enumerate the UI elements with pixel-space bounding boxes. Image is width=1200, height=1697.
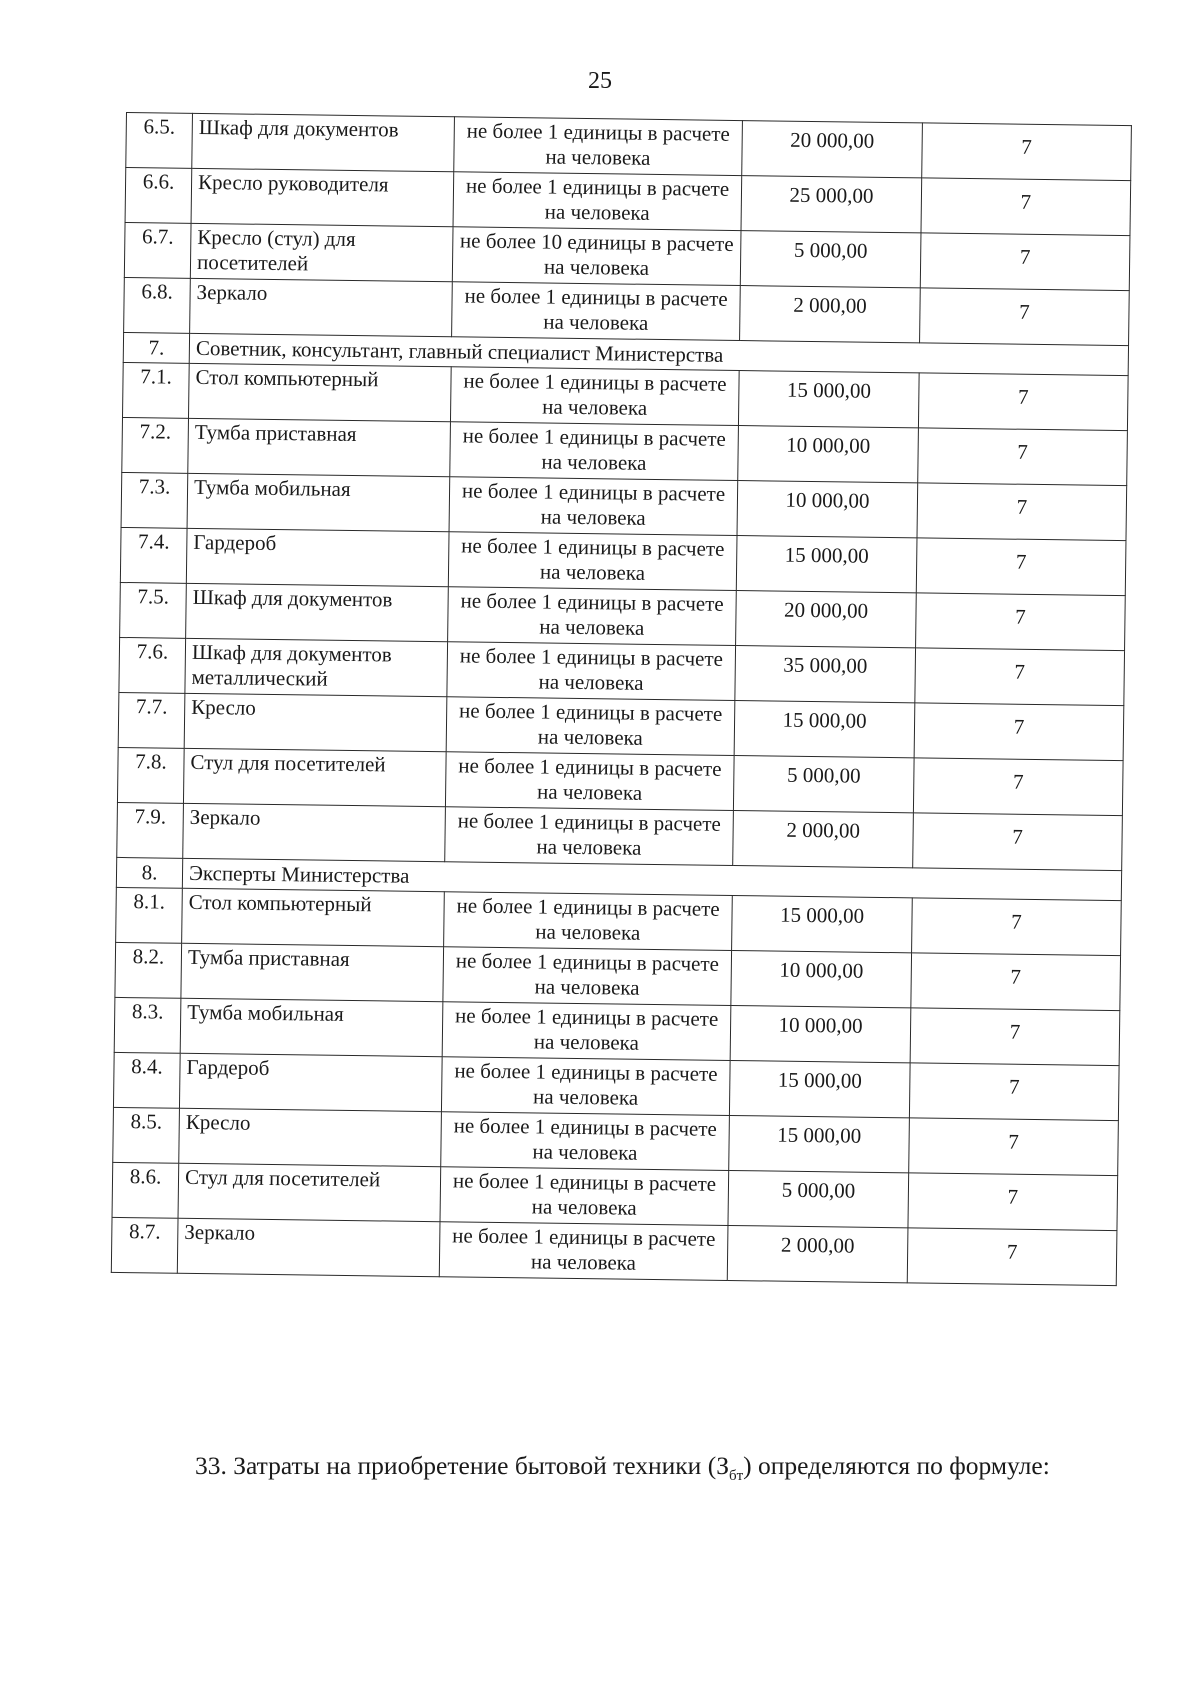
row-number: 6.5. <box>126 113 193 169</box>
item-name: Стол компьютерный <box>182 888 445 946</box>
furniture-norms-table <box>111 112 1132 1286</box>
item-service-years: 7 <box>909 1118 1119 1176</box>
paragraph-subscript: бт <box>728 1467 744 1484</box>
item-name: Кресло (стул) для посетителей <box>190 223 453 281</box>
item-name: Стол компьютерный <box>188 363 451 421</box>
item-quantity-norm: не более 1 единицы в расчете на человека <box>449 477 738 536</box>
item-name: Кресло <box>179 1108 442 1166</box>
item-quantity-norm: не более 1 единицы в расчете на человека <box>450 422 739 481</box>
row-number: 8.3. <box>114 997 181 1053</box>
row-number: 8.2. <box>115 942 182 998</box>
item-price: 20 000,00 <box>736 591 917 648</box>
row-number: 8.6. <box>112 1162 179 1218</box>
row-number: 7.5. <box>120 582 187 638</box>
item-service-years: 7 <box>915 648 1125 706</box>
item-service-years: 7 <box>907 1228 1117 1286</box>
row-number: 7.7. <box>118 692 185 748</box>
item-price: 10 000,00 <box>738 426 919 483</box>
section-title: Советник, консультант, главный специалист Министерства <box>189 333 1128 375</box>
item-price: 15 000,00 <box>736 536 917 593</box>
item-service-years: 7 <box>916 538 1126 596</box>
item-service-years: 7 <box>909 1063 1119 1121</box>
item-price: 35 000,00 <box>735 646 916 703</box>
item-service-years: 7 <box>911 953 1121 1011</box>
item-service-years: 7 <box>910 1008 1120 1066</box>
item-price: 5 000,00 <box>733 756 914 813</box>
row-number: 6.7. <box>124 222 191 278</box>
item-quantity-norm: не более 1 единицы в расчете на человека <box>453 172 742 231</box>
item-name: Гардероб <box>179 1053 442 1111</box>
item-quantity-norm: не более 1 единицы в расчете на человека <box>439 1222 728 1281</box>
item-service-years: 7 <box>918 428 1128 486</box>
page-number: 25 <box>588 68 612 94</box>
row-number: 7.6. <box>119 637 186 693</box>
item-quantity-norm: не более 1 единицы в расчете на человека <box>441 1112 730 1171</box>
item-price: 15 000,00 <box>729 1115 910 1172</box>
item-price: 5 000,00 <box>728 1170 909 1227</box>
row-number: 8.7. <box>111 1217 178 1273</box>
item-name: Кресло руководителя <box>191 168 454 226</box>
item-name: Шкаф для документов <box>186 583 449 641</box>
item-service-years: 7 <box>913 758 1123 816</box>
paragraph-text: 33. Затраты на приобретение бытовой техники (З <box>195 1450 729 1480</box>
item-quantity-norm: не более 1 единицы в расчете на человека <box>445 807 734 866</box>
row-number: 8.4. <box>113 1052 180 1108</box>
item-service-years: 7 <box>918 373 1128 431</box>
paragraph-text-end: ) определяются по формуле: <box>743 1450 1050 1480</box>
item-price: 20 000,00 <box>742 121 923 178</box>
item-price: 2 000,00 <box>740 286 921 343</box>
row-number: 7.1. <box>123 362 190 418</box>
item-name: Шкаф для документов металлический <box>185 638 448 696</box>
item-name: Стул для посетителей <box>178 1163 441 1221</box>
paragraph-33 <box>131 1451 1109 1491</box>
item-quantity-norm: не более 1 единицы в расчете на человека <box>447 642 736 701</box>
item-service-years: 7 <box>916 593 1126 651</box>
item-name: Тумба мобильная <box>187 473 450 531</box>
item-price: 10 000,00 <box>730 1005 911 1062</box>
item-service-years: 7 <box>917 483 1127 541</box>
item-quantity-norm: не более 1 единицы в расчете на человека <box>450 367 739 426</box>
item-service-years: 7 <box>908 1173 1118 1231</box>
item-service-years: 7 <box>920 233 1130 291</box>
table-body <box>111 113 1131 1286</box>
section-title: Эксперты Министерства <box>182 858 1121 900</box>
item-quantity-norm: не более 10 единицы в расчете на человека <box>452 227 741 286</box>
row-number: 8.5. <box>113 1107 180 1163</box>
row-number: 6.8. <box>124 277 191 333</box>
item-name: Зеркало <box>183 803 446 861</box>
row-number: 7.3. <box>121 472 188 528</box>
item-price: 10 000,00 <box>731 950 912 1007</box>
item-price: 15 000,00 <box>734 701 915 758</box>
item-name: Кресло <box>184 693 447 751</box>
item-service-years: 7 <box>913 813 1123 871</box>
item-price: 2 000,00 <box>733 811 914 868</box>
item-price: 2 000,00 <box>727 1225 908 1282</box>
item-name: Гардероб <box>186 528 449 586</box>
item-service-years: 7 <box>912 898 1122 956</box>
item-price: 15 000,00 <box>738 371 919 428</box>
item-price: 15 000,00 <box>729 1060 910 1117</box>
row-number: 6.6. <box>125 168 192 224</box>
item-price: 5 000,00 <box>740 231 921 288</box>
item-name: Зеркало <box>190 278 453 336</box>
item-quantity-norm: не более 1 единицы в расчете на человека <box>443 947 732 1006</box>
item-quantity-norm: не более 1 единицы в расчете на человека <box>445 752 734 811</box>
item-service-years: 7 <box>921 178 1131 236</box>
item-price: 10 000,00 <box>737 481 918 538</box>
item-price: 15 000,00 <box>732 896 913 953</box>
item-quantity-norm: не более 1 единицы в расчете на человека <box>448 532 737 591</box>
row-number: 8.1. <box>116 887 183 943</box>
item-service-years: 7 <box>920 288 1130 346</box>
item-quantity-norm: не более 1 единицы в расчете на человека <box>452 282 741 341</box>
item-quantity-norm: не более 1 единицы в расчете на человека <box>440 1167 729 1226</box>
row-number: 7.4. <box>120 527 187 583</box>
item-quantity-norm: не более 1 единицы в расчете на человека <box>441 1057 730 1116</box>
row-number: 7.2. <box>122 417 189 473</box>
item-price: 25 000,00 <box>741 176 922 233</box>
item-quantity-norm: не более 1 единицы в расчете на человека <box>444 892 733 951</box>
item-quantity-norm: не более 1 единицы в расчете на человека <box>454 117 743 176</box>
item-name: Тумба мобильная <box>180 998 443 1056</box>
row-number: 7.9. <box>117 802 184 858</box>
row-number: 8. <box>116 857 182 888</box>
item-quantity-norm: не более 1 единицы в расчете на человека <box>446 697 735 756</box>
row-number: 7. <box>123 332 189 363</box>
item-name: Шкаф для документов <box>192 113 455 171</box>
item-quantity-norm: не более 1 единицы в расчете на человека <box>442 1002 731 1061</box>
item-name: Стул для посетителей <box>183 748 446 806</box>
row-number: 7.8. <box>117 747 184 803</box>
item-quantity-norm: не более 1 единицы в расчете на человека <box>448 587 737 646</box>
table-row <box>111 1217 1117 1285</box>
item-service-years: 7 <box>922 123 1132 181</box>
item-name: Тумба приставная <box>188 418 451 476</box>
item-service-years: 7 <box>914 703 1124 761</box>
item-name: Зеркало <box>177 1218 440 1276</box>
item-name: Тумба приставная <box>181 943 444 1001</box>
